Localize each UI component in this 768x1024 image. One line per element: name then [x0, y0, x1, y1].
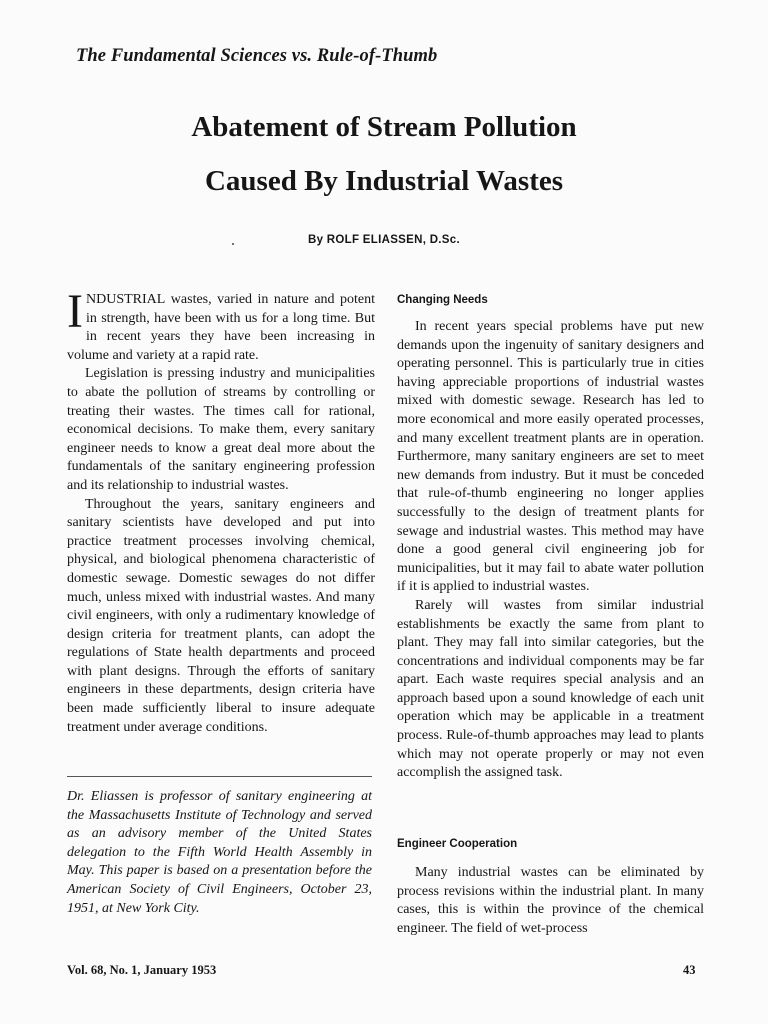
- article-title-line-1: Abatement of Stream Pollution: [191, 111, 577, 143]
- left-column: [67, 285, 375, 737]
- right-column-upper: [397, 318, 704, 783]
- paragraph-2: Legislation is pressing industry and municipalities to abate the pollution of streams by controlling or treating their wastes. The times call for rational, economical decisions. To make them, every sanitary engineer needs to know a great deal more about the fundamentals of the sanitary engineering profession and its relationship to industrial wastes.: [67, 366, 375, 493]
- paragraph-1: [67, 285, 375, 365]
- stray-dot: [232, 243, 234, 245]
- right-column-lower: [397, 864, 704, 938]
- issue-info: Vol. 68, No. 1, January 1953: [67, 963, 217, 977]
- paragraph-3: Throughout the years, sanitary engineers and sanitary scientists have developed and put into practice treatment processes involving chemical, physical, and biological phenomena characteristic of domestic sewage. Domestic sewages do not differ much, unless mixed with industrial wastes. And many civil engineers, with only a rudimentary knowledge of design criteria for treatment plants, can adopt the regulations of State health departments and proceed with plant designs. Through the efforts of sanitary engineers in these departments, design criteria have been made sufficiently liberal to insure adequate treatment under average conditions.: [67, 496, 375, 735]
- paragraph-5: Rarely will wastes from similar industrial establishments be exactly the same from plant to plant. They may fall into similar categories, but the concentrations and individual components may be far apart. Each waste requires special analysis and an approach based upon a sound knowledge of each unit operation which may be applicable in a treatment process. Rule-of-thumb approaches may lead to plants which may not operate properly or may not even accomplish the assigned task.: [397, 597, 704, 781]
- section-heading-engineer-cooperation: Engineer Cooperation: [397, 838, 518, 850]
- paragraph-4: In recent years special problems have put new demands upon the ingenuity of sanitary designers and operating personnel. This is particularly true in cities having appreciable proportions of industrial wastes mixed with domestic sewage. Research has led to more economical and more easily operated processes, and many excellent treatment plants are in operation. Furthermore, many sanitary engineers are set to meet new demands from industry. But it must be conceded that rule-of-thumb engineering no longer applies successfully to the design of treatment plants for sewage and industrial wastes. This method may have done a good general civil engineering job for municipalities, but it may fail to abate water pollution if it is applied to industrial wastes.: [397, 319, 704, 595]
- running-head: The Fundamental Sciences vs. Rule-of-Thumb: [76, 46, 438, 66]
- paragraph-1-text: wastes, varied in nature and potent in strength, have been with us for a long time. But in recent years they have been increasing in volume and variety at a rapid rate.: [67, 292, 375, 363]
- lead-word: NDUSTRIAL: [85, 292, 166, 307]
- drop-cap: I: [67, 285, 83, 338]
- footnote-divider: [67, 776, 372, 777]
- paragraph-6: Many industrial wastes can be eliminated by process revisions within the industrial plant. In many cases, this is within the province of the chemical engineer. The field of wet-process: [397, 865, 704, 936]
- page-number: 43: [683, 963, 696, 977]
- author-footnote: Dr. Eliassen is professor of sanitary engineering at the Massachusetts Institute of Technology and served as an advisory member of the United States delegation to the Fifth World Health Assembly in May. This paper is based on a presentation before the American Society of Civil Engineers, October 23, 1951, at New York City.: [67, 789, 372, 916]
- section-heading-changing-needs: Changing Needs: [397, 294, 488, 306]
- byline: By ROLF ELIASSEN, D.Sc.: [308, 234, 460, 246]
- article-title-line-2: Caused By Industrial Wastes: [204, 165, 564, 197]
